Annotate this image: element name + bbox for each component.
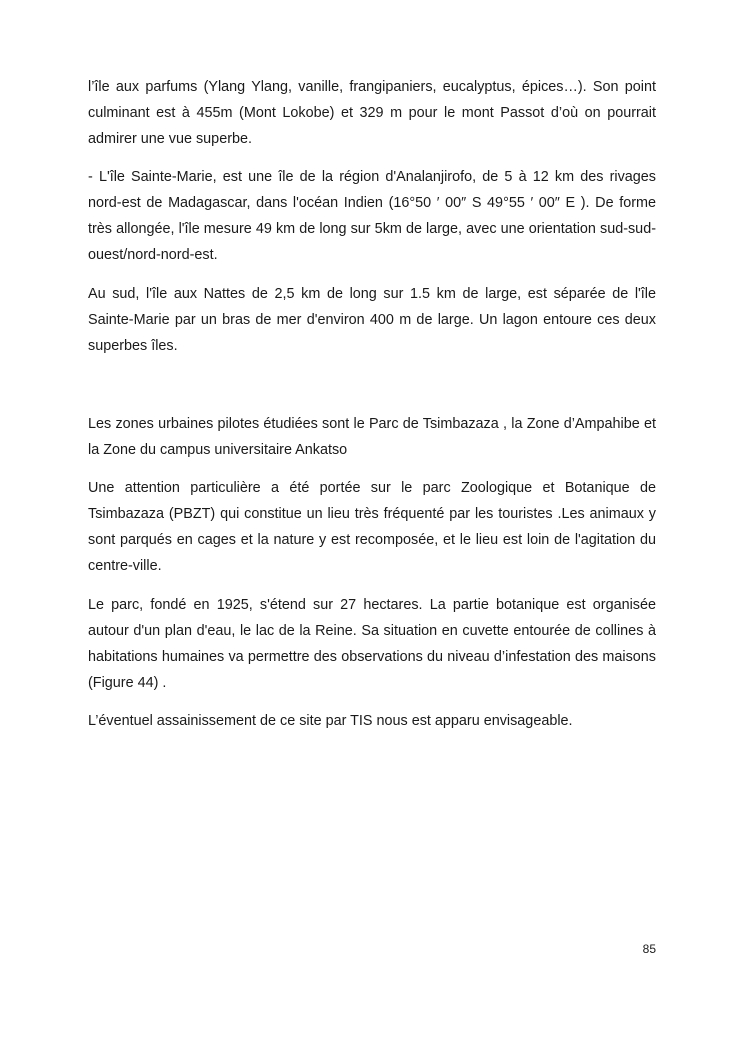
paragraph-tsimbazaza-park: [88, 475, 656, 579]
paragraph-text: L’éventuel assainissement de ce site par TIS nous est apparu envisageable.: [88, 713, 573, 729]
paragraph-text: Une attention particulière a été portée sur le parc Zoologique et Botanique de Tsimbazaza (PBZT) qui constitue un lieu très fréquenté par les touristes .Les animaux y sont parqués en cages et la nature y est recomposée, et le lieu est loin de l'agitation du centre-ville.: [88, 480, 656, 574]
paragraph-ile-aux-nattes: [88, 281, 656, 359]
page-number: 85: [642, 942, 656, 956]
paragraph-sanitation: [88, 708, 656, 734]
paragraph-text: l’île aux parfums (Ylang Ylang, vanille, frangipaniers, eucalyptus, épices…). Son point culminant est à 455m (Mont Lokobe) et 329 m pour le mont Passot d’où on pourrait admirer une vue superbe.: [88, 79, 656, 147]
paragraph-text: Les zones urbaines pilotes étudiées sont le Parc de Tsimbazaza , la Zone d’Ampahibe et la Zone du campus universitaire Ankatso: [88, 416, 656, 458]
paragraph-island-perfumes: [88, 74, 656, 152]
paragraph-text: Le parc, fondé en 1925, s'étend sur 27 hectares. La partie botanique est organisée autour d'un plan d'eau, le lac de la Reine. Sa situation en cuvette entourée de collines à habitations humaines va permettre des observations du niveau d’infestation des maisons (Figure 44) .: [88, 597, 656, 691]
paragraph-urban-zones: [88, 411, 656, 463]
paragraph-park-history: [88, 592, 656, 696]
paragraph-text: - L'île Sainte-Marie, est une île de la région d'Analanjirofo, de 5 à 12 km des rivages nord-est de Madagascar, dans l'océan Indien (16°50 ′ 00″ S 49°55 ′ 00″ E ). De forme très allongée, l'île mesure 49 km de long sur 5km de large, avec une orientation sud-sud-ouest/nord-nord-est.: [88, 169, 656, 263]
paragraph-text: Au sud, l'île aux Nattes de 2,5 km de long sur 1.5 km de large, est séparée de l'île Sainte-Marie par un bras de mer d'environ 400 m de large. Un lagon entoure ces deux superbes îles.: [88, 286, 656, 354]
paragraph-sainte-marie: [88, 164, 656, 268]
